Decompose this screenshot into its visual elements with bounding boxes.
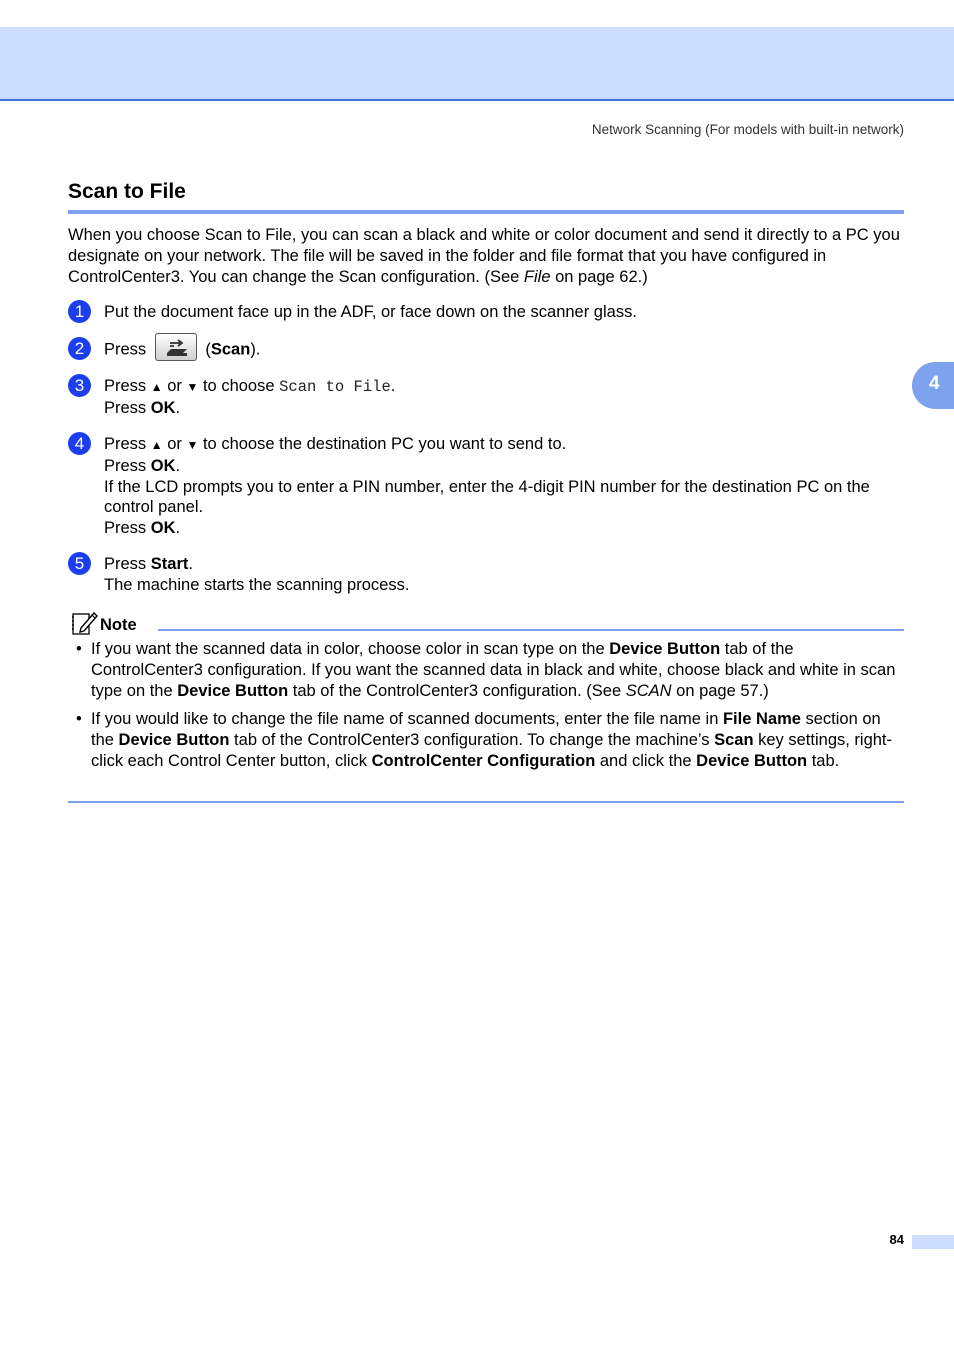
note-bold-term: Device Button (177, 681, 289, 700)
ok-key-label: OK (150, 398, 176, 417)
step-text (104, 376, 904, 419)
section-title: Scan to File (68, 180, 186, 203)
period: . (175, 456, 181, 475)
note-text-part: and click the (595, 751, 697, 770)
or-label: or (162, 377, 187, 395)
note-text-part: key settings, right-click each Control Center button, click (91, 730, 893, 770)
bullet: • (76, 710, 82, 728)
down-arrow-icon: ▼ (186, 438, 199, 452)
paren-close: ). (250, 340, 261, 359)
note-bold-term: Device Button (609, 640, 721, 658)
note-text-part: tab of the ControlCenter3 configuration. To change the machine’s (229, 730, 715, 749)
step-4-line-4 (104, 518, 904, 539)
note-reference: SCAN (625, 681, 672, 700)
page-number: 84 (889, 1232, 904, 1247)
note-bottom-rule (68, 801, 904, 803)
lcd-option: Scan to File (279, 378, 391, 396)
period: . (188, 555, 193, 573)
note-pencil-icon (70, 609, 98, 637)
press-label: Press (104, 555, 151, 573)
scan-key-label: Scan (210, 340, 251, 359)
note-text-part: on page 57.) (671, 681, 769, 700)
title-rule (68, 210, 904, 214)
press-label: Press (104, 340, 147, 359)
step-number-badge: 5 (68, 552, 91, 575)
to-choose-label: to choose (198, 377, 280, 395)
page-tab (912, 1235, 954, 1249)
note-item-2-text (91, 709, 904, 771)
step-text (104, 554, 904, 596)
note-text-part: If you would like to change the file name of scanned documents, enter the file name in (91, 710, 723, 728)
step-number-badge: 2 (68, 337, 91, 360)
period: . (390, 377, 396, 395)
ok-key-label: OK (150, 519, 176, 538)
chapter-number: 4 (929, 373, 940, 394)
or-label: or (162, 435, 187, 453)
running-header: Network Scanning (For models with built-in network) (591, 122, 904, 137)
note-item-1-text (91, 639, 904, 701)
step-5-result: The machine starts the scanning process. (104, 575, 410, 594)
step-text (104, 339, 904, 361)
header-band (0, 27, 954, 101)
period: . (175, 519, 181, 538)
note-bold-term: ControlCenter Configuration (371, 751, 596, 770)
chapter-tab (912, 362, 954, 409)
note-text-part: If you want the scanned data in color, choose color in scan type on the (91, 640, 610, 658)
paren-open: ( (200, 340, 211, 359)
note-text-part: tab of the ControlCenter3 configuration. (See (288, 681, 626, 700)
note-text-part: section on the (91, 710, 881, 749)
step-3-line-1 (104, 376, 904, 398)
note-label: Note (100, 616, 137, 634)
note-bold-term: Device Button (696, 751, 808, 770)
step-4-line-1 (104, 434, 904, 456)
note-rule (158, 629, 904, 631)
up-arrow-icon: ▲ (150, 438, 163, 452)
press-label: Press (104, 435, 151, 453)
step-number-badge: 1 (68, 300, 91, 323)
pin-instruction: If the LCD prompts you to enter a PIN number, enter the 4-digit PIN number for the destination PC on the control panel. (104, 477, 870, 517)
up-arrow-icon: ▲ (150, 380, 163, 394)
step-number-badge: 3 (68, 374, 91, 397)
note-text-part: tab. (807, 751, 840, 770)
down-arrow-icon: ▼ (186, 380, 199, 394)
step-5-line-1 (104, 554, 904, 575)
note-text-part: tab of the ControlCenter3 configuration. If you want the scanned data in black and white, choose black and white in scan type on the (91, 640, 896, 700)
bullet: • (76, 640, 82, 658)
step-4-rest: to choose the destination PC you want to send to. (198, 435, 567, 453)
step-number-badge: 4 (68, 432, 91, 455)
period: . (175, 398, 181, 417)
step-3-line-2 (104, 398, 904, 419)
step-text (104, 302, 904, 323)
step-1-text: Put the document face up in the ADF, or face down on the scanner glass. (104, 303, 637, 321)
press-label: Press (104, 519, 151, 538)
note-bold-term: Scan (714, 730, 754, 749)
ok-key-label: OK (150, 456, 176, 475)
press-label: Press (104, 398, 151, 417)
intro-reference: File (523, 267, 551, 286)
press-label: Press (104, 377, 151, 395)
step-text (104, 434, 904, 539)
intro-text-end: on page 62.) (550, 267, 648, 286)
step-4-line-2 (104, 456, 904, 477)
start-key-label: Start (150, 555, 189, 573)
note-bold-term: File Name (722, 710, 801, 728)
intro-paragraph (68, 225, 906, 287)
scan-key-icon (155, 333, 197, 361)
note-header (68, 608, 904, 638)
press-label: Press (104, 456, 151, 475)
intro-text: When you choose Scan to File, you can scan a black and white or color document and send it directly to a PC you designate on your network. The file will be saved in the folder and file format that you have configured in ControlCenter3. You can change the Scan configuration. (See (68, 226, 900, 286)
note-bold-term: Device Button (118, 730, 230, 749)
